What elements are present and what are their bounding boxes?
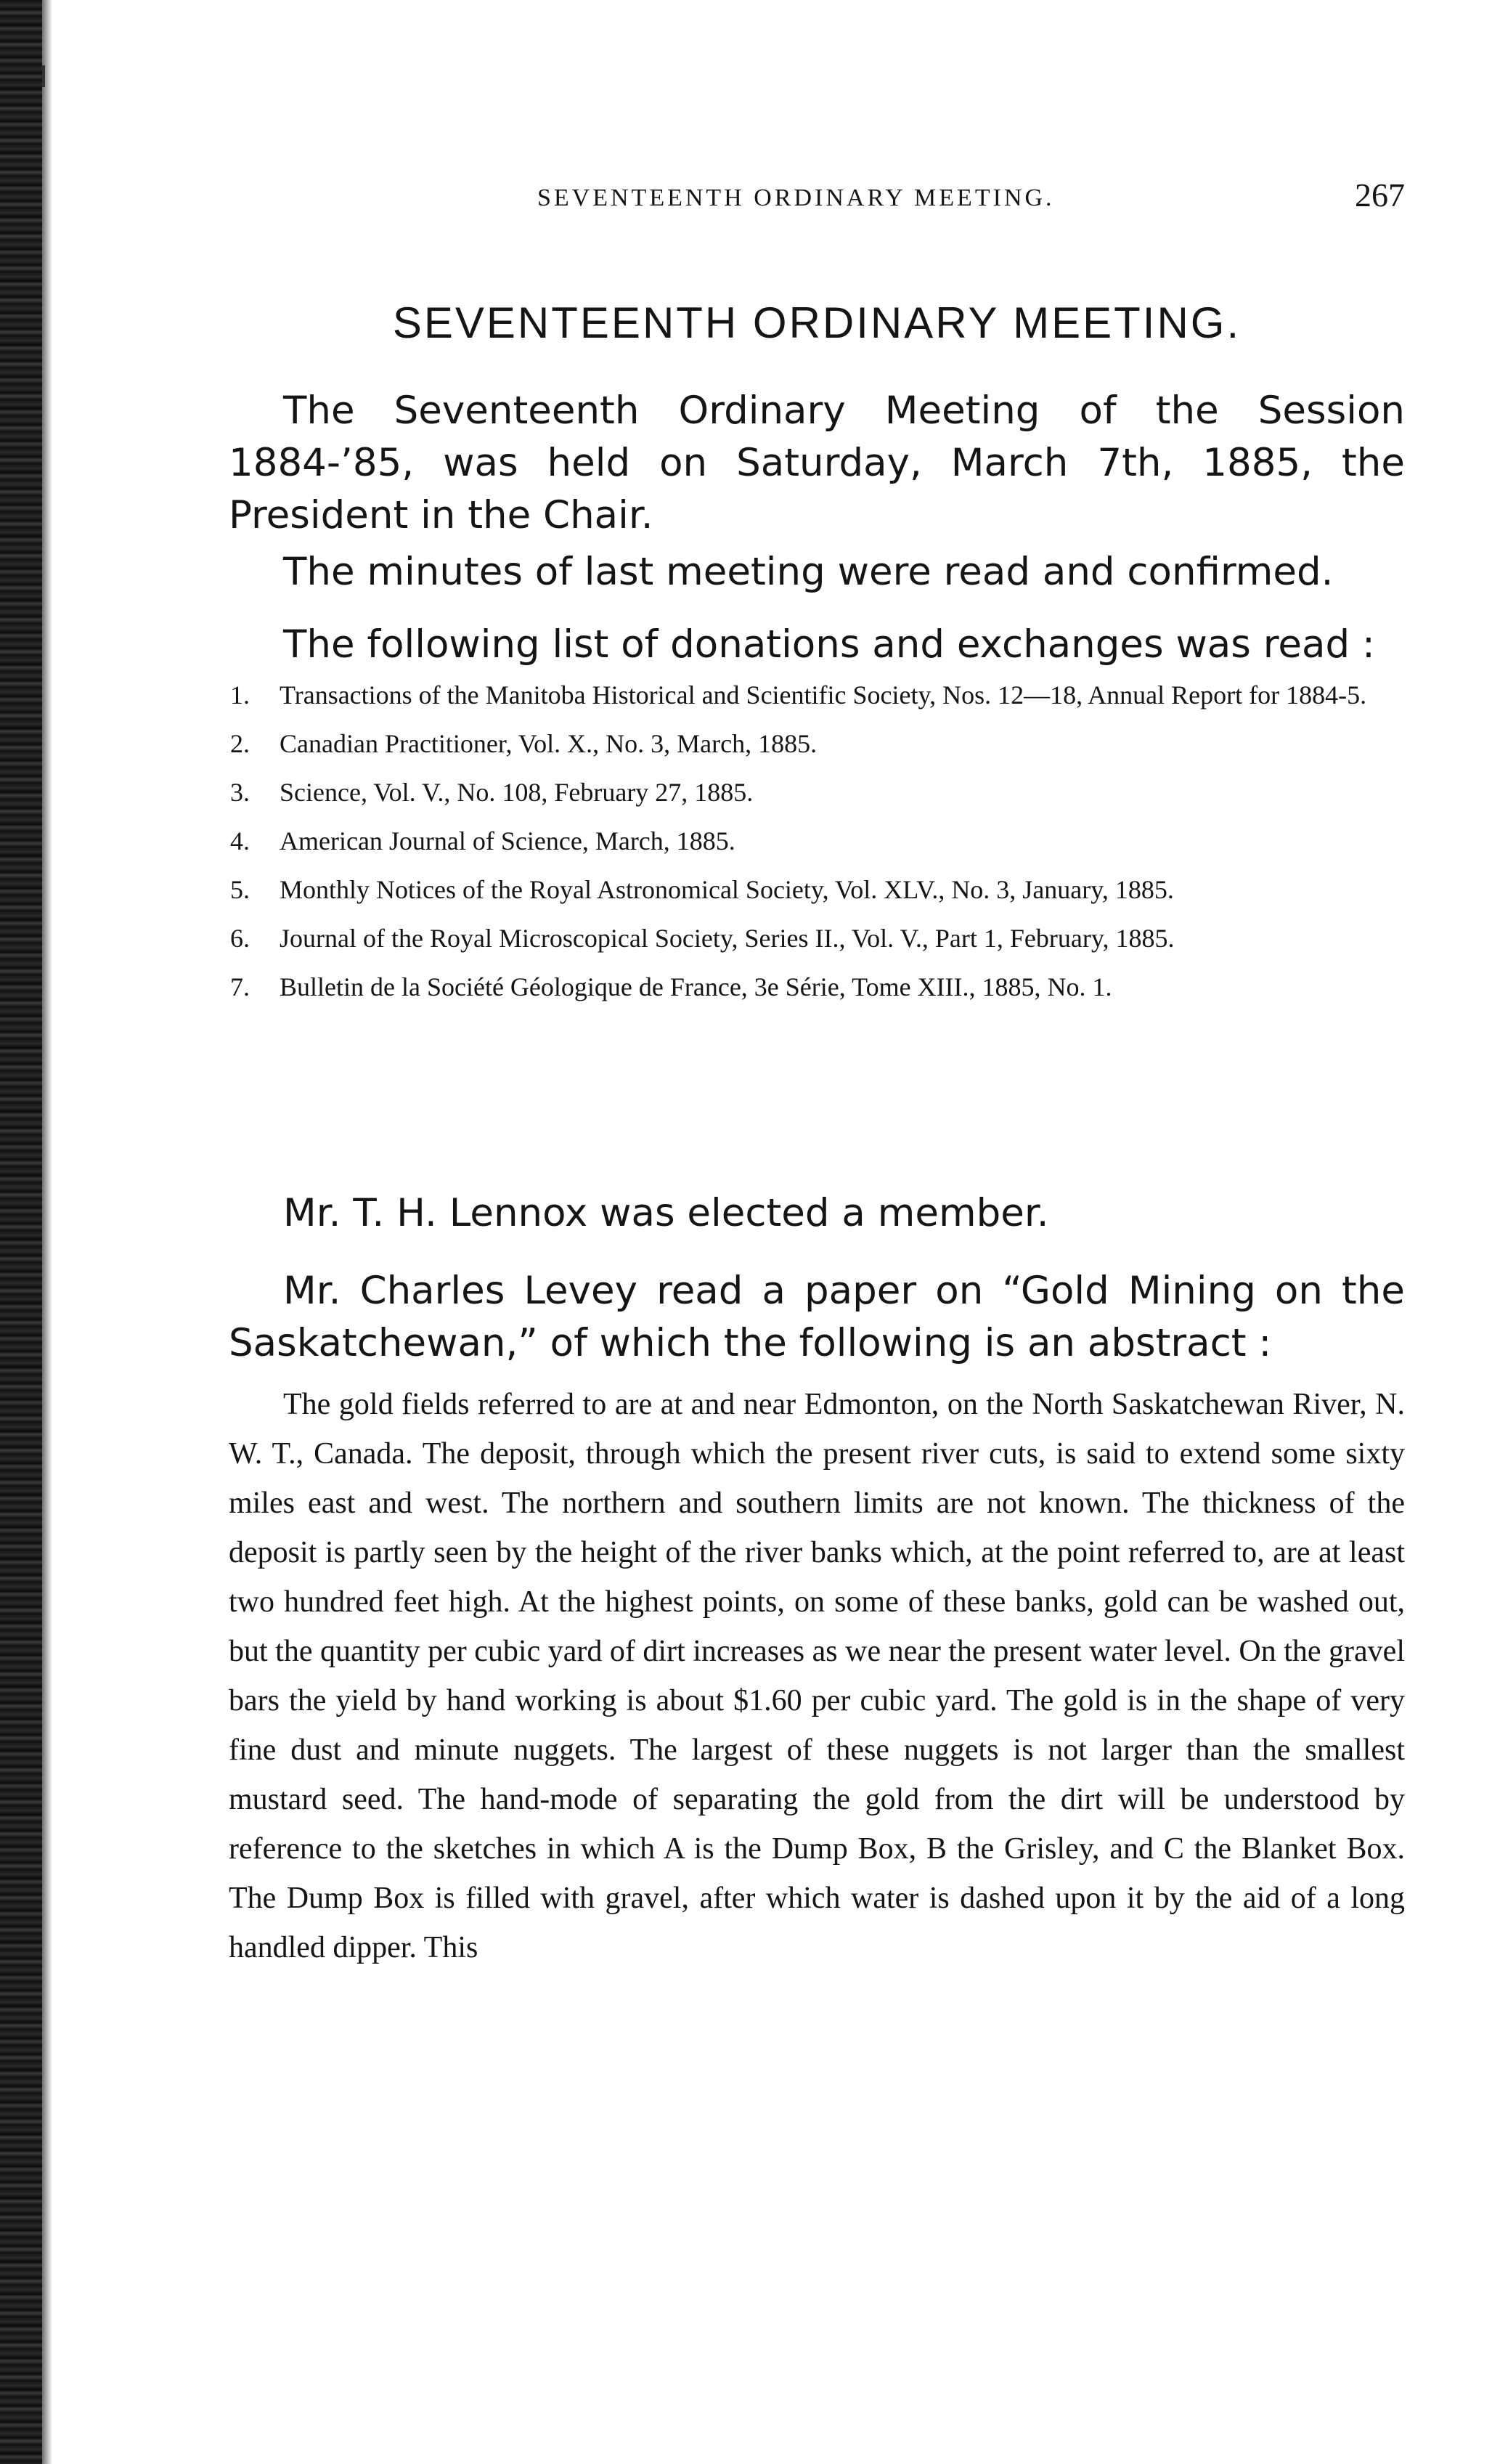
page-header bbox=[229, 176, 1405, 225]
binding-mark bbox=[42, 65, 57, 87]
intro-paragraph: The Seventeenth Ordinary Meeting of the Session 1884-’85, was held on Saturday, March 7th, 1885, the President in the Chair. bbox=[229, 389, 1405, 537]
list-item-text: Journal of the Royal Microscopical Society, Series II., Vol. V., Part 1, February, 1885. bbox=[280, 924, 1175, 953]
list-item bbox=[229, 922, 1405, 954]
list-item bbox=[229, 728, 1405, 760]
page-title: SEVENTEENTH ORDINARY MEETING. bbox=[392, 298, 1242, 347]
binding-shadow bbox=[42, 0, 52, 2464]
list-item-number: 1. bbox=[230, 680, 250, 709]
election-paragraph: Mr. T. H. Lennox was elected a member. bbox=[283, 1191, 1049, 1235]
minutes-paragraph: The minutes of last meeting were read and confirmed. bbox=[283, 550, 1334, 594]
page-number: 267 bbox=[1355, 176, 1405, 214]
donations-intro: The following list of donations and exchanges was read : bbox=[283, 622, 1375, 667]
list-item-text: American Journal of Science, March, 1885. bbox=[280, 826, 735, 855]
list-item bbox=[229, 825, 1405, 857]
list-item-text: Transactions of the Manitoba Historical and Scientific Society, Nos. 12—18, Annual Report for 1884-5. bbox=[280, 680, 1367, 709]
list-item-number: 3. bbox=[230, 778, 250, 807]
list-item-number: 5. bbox=[230, 875, 250, 904]
list-item-text: Canadian Practitioner, Vol. X., No. 3, March, 1885. bbox=[280, 729, 818, 758]
list-item-number: 4. bbox=[230, 826, 250, 855]
list-item-number: 2. bbox=[230, 729, 250, 758]
list-item-text: Monthly Notices of the Royal Astronomical Society, Vol. XLV., No. 3, January, 1885. bbox=[280, 875, 1174, 904]
list-item bbox=[229, 776, 1405, 808]
running-head: SEVENTEENTH ORDINARY MEETING. bbox=[537, 184, 1055, 211]
list-item-text: Bulletin de la Société Géologique de France, 3e Série, Tome XIII., 1885, No. 1. bbox=[280, 972, 1112, 1001]
list-item-number: 6. bbox=[230, 924, 250, 953]
book-binding-edge bbox=[0, 0, 42, 2464]
donations-list bbox=[229, 679, 1405, 1020]
list-item bbox=[229, 874, 1405, 906]
list-item-text: Science, Vol. V., No. 108, February 27, 1885. bbox=[280, 778, 754, 807]
paper-intro-paragraph: Mr. Charles Levey read a paper on “Gold Mining on the Saskatchewan,” of which the following is an abstract : bbox=[229, 1269, 1405, 1365]
list-item bbox=[229, 971, 1405, 1003]
abstract-paragraph: The gold fields referred to are at and near Edmonton, on the North Saskatchewan River, N. W. T., Canada. The deposit, through which the present river cuts, is said to extend some sixty miles east and west. The northern and southern limits are not known. The thickness of the deposit is partly seen by the height of the river banks which, at the point referred to, are at least two hundred feet high. At the highest points, on some of these banks, gold can be washed out, but the quantity per cubic yard of dirt increases as we near the present water level. On the gravel bars the yield by hand working is about $1.60 per cubic yard. The gold is in the shape of very fine dust and minute nuggets. The largest of these nuggets is not larger than the smallest mustard seed. The hand-mode of separating the gold from the dirt will be understood by reference to the sketches in which A is the Dump Box, B the Grisley, and C the Blanket Box. The Dump Box is filled with gravel, after which water is dashed upon it by the aid of a long handled dipper. This bbox=[229, 1388, 1405, 1964]
list-item-number: 7. bbox=[230, 972, 250, 1001]
list-item bbox=[229, 679, 1405, 711]
